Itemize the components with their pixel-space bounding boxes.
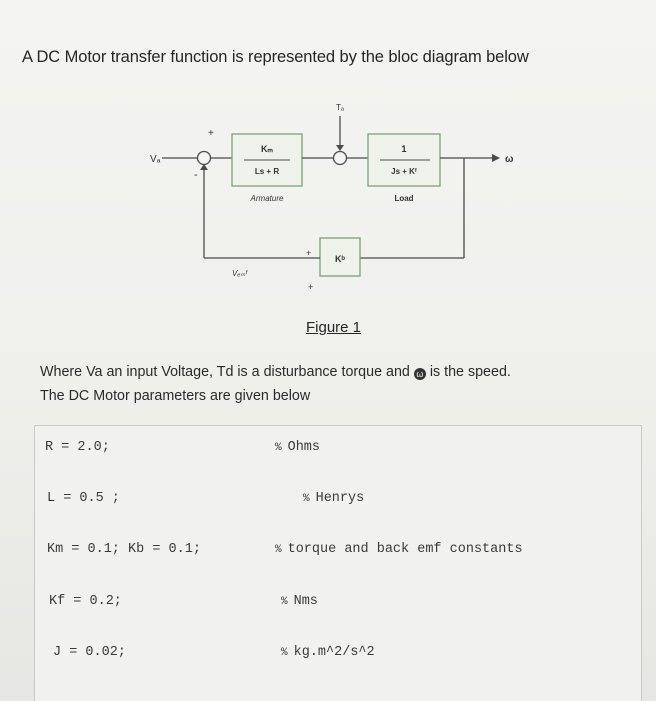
param-code: Kf = 0.2; — [49, 594, 122, 609]
parameter-listing — [34, 425, 642, 701]
armature-caption: Armature — [250, 194, 284, 203]
param-code: J = 0.02; — [53, 645, 126, 660]
omega-symbol: ω — [414, 368, 426, 380]
comment-marker: % — [303, 493, 310, 505]
armature-denominator: Ls + R — [254, 167, 280, 176]
armature-numerator: Kₘ — [260, 144, 274, 154]
plus-sign-side: + — [308, 282, 314, 292]
param-row-kf — [49, 594, 122, 609]
description-line-1 — [40, 360, 511, 384]
output-label: ω — [505, 154, 514, 165]
comment-marker: % — [275, 442, 282, 454]
param-comment: Henrys — [315, 491, 365, 506]
comment-marker: % — [281, 596, 288, 608]
param-comment: Nms — [293, 594, 318, 609]
param-row-r — [45, 440, 110, 455]
description-text-b: is the speed. — [429, 364, 511, 380]
load-denominator: Js + Kᶠ — [391, 167, 417, 176]
comment-marker: % — [275, 544, 282, 556]
description — [40, 360, 511, 408]
back-emf-gain: Kᵇ — [334, 254, 346, 264]
description-text-a: Where Va an input Voltage, Td is a disturbance torque and — [40, 364, 410, 380]
input-label: Vₐ — [150, 154, 161, 165]
param-comment-j — [281, 645, 375, 660]
load-numerator: 1 — [401, 144, 407, 154]
param-code: R = 2.0; — [45, 440, 110, 455]
comment-marker: % — [281, 647, 288, 659]
plus-sign-feedback: + — [306, 248, 312, 258]
param-comment-km-kb — [275, 542, 523, 557]
param-comment: torque and back emf constants — [287, 542, 523, 557]
problem-heading: A DC Motor transfer function is represented by the bloc diagram below — [22, 48, 529, 66]
param-code: Km = 0.1; Kb = 0.1; — [47, 542, 201, 557]
summing-junction-2 — [334, 152, 347, 165]
description-line-2: The DC Motor parameters are given below — [40, 388, 311, 404]
figure-caption: Figure 1 — [306, 319, 362, 336]
param-comment-l — [303, 491, 364, 506]
param-comment: kg.m^2/s^2 — [293, 645, 375, 660]
param-row-j — [53, 645, 126, 660]
param-comment-r — [275, 440, 320, 455]
vemf-label: Vₑₘᶠ — [232, 269, 248, 278]
param-row-km-kb — [47, 542, 201, 557]
summing-junction-1 — [198, 152, 211, 165]
param-row-l — [47, 491, 120, 506]
plus-sign-top: + — [208, 128, 214, 139]
param-comment-kf — [281, 594, 318, 609]
param-comment: Ohms — [287, 440, 321, 455]
minus-sign: - — [194, 169, 198, 181]
block-diagram — [140, 92, 530, 302]
load-caption: Load — [394, 194, 414, 203]
param-code: L = 0.5 ; — [47, 491, 120, 506]
disturbance-label: Tₐ — [336, 103, 344, 112]
